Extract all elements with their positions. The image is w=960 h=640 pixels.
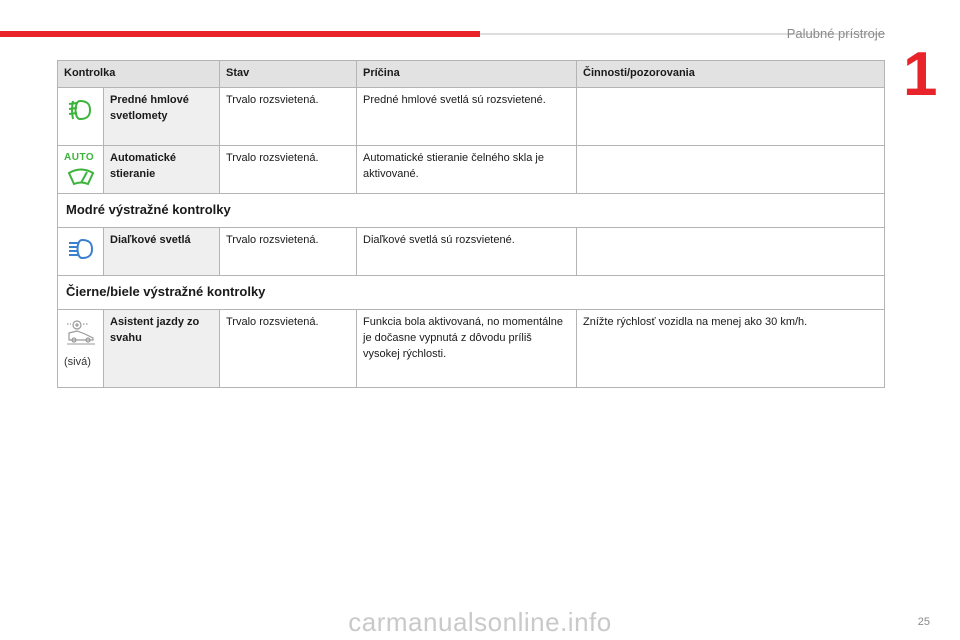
table-row: [58, 88, 885, 146]
front-fog-light-icon: [64, 97, 97, 123]
column-header-cinnosti: Činnosti/pozorovania: [577, 61, 885, 88]
column-header-kontrolka: Kontrolka: [58, 61, 220, 88]
warning-light-action: [577, 227, 885, 275]
header-red-bar: [0, 31, 480, 37]
table-header-row: [58, 61, 885, 88]
section-title: Palubné prístroje: [786, 26, 885, 41]
warning-light-action: [577, 88, 885, 146]
section-title-blue: Modré výstražné kontrolky: [58, 194, 885, 228]
watermark: carmanualsonline.info: [348, 607, 612, 637]
warning-light-cause: Predné hmlové svetlá sú rozsvietené.: [357, 88, 577, 146]
warning-light-cause: Funkcia bola aktivovaná, no momentálne je dočasne vypnutá z dôvodu príliš vysokej rýchlosti.: [357, 309, 577, 387]
page-number: 25: [917, 616, 930, 628]
table-section-row: [58, 194, 885, 228]
column-header-stav: Stav: [220, 61, 357, 88]
section-title-black-white: Čierne/biele výstražné kontrolky: [58, 275, 885, 309]
table-row: [58, 227, 885, 275]
table-row: [58, 309, 885, 387]
icon-cell: [58, 309, 104, 387]
chapter-number: 1: [903, 40, 938, 109]
auto-wiper-icon: [64, 153, 97, 187]
warning-light-state: Trvalo rozsvietená.: [220, 146, 357, 194]
icon-cell: [58, 88, 104, 146]
high-beam-icon: [64, 237, 97, 261]
icon-cell: [58, 227, 104, 275]
column-header-pricina: Príčina: [357, 61, 577, 88]
warning-light-name: Diaľkové svetlá: [104, 227, 220, 275]
warning-light-action: [577, 146, 885, 194]
warning-light-name: Predné hmlové svetlomety: [104, 88, 220, 146]
warning-light-cause: Diaľkové svetlá sú rozsvietené.: [357, 227, 577, 275]
table-section-row: [58, 275, 885, 309]
table-row: [58, 146, 885, 194]
hill-descent-assist-icon: [64, 319, 97, 345]
warning-light-state: Trvalo rozsvietená.: [220, 227, 357, 275]
warning-light-name: Asistent jazdy zo svahu: [104, 309, 220, 387]
icon-cell: [58, 146, 104, 194]
warning-light-name: Automatické stieranie: [104, 146, 220, 194]
warning-light-state: Trvalo rozsvietená.: [220, 88, 357, 146]
warning-light-state: Trvalo rozsvietená.: [220, 309, 357, 387]
icon-color-label: (sivá): [64, 355, 91, 368]
warning-light-action: Znížte rýchlosť vozidla na menej ako 30 km/h.: [577, 309, 885, 387]
auto-wiper-icon-text: AUTO: [64, 152, 95, 163]
warning-light-cause: Automatické stieranie čelného skla je aktivované.: [357, 146, 577, 194]
warning-lights-table: [57, 60, 885, 388]
